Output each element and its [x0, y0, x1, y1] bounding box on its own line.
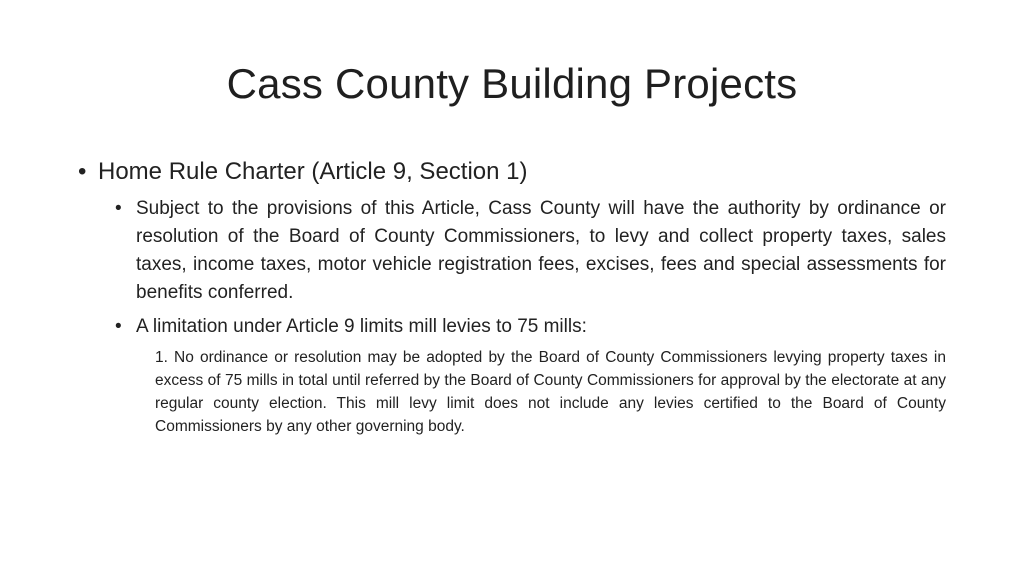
paragraph-text-mill-levy-limit: 1. No ordinance or resolution may be adopted by the Board of County Commissioners levying property taxes in excess of 75 mills in total until referred by the Board of County Commissioners for approval by the electorate at any regular county election. This mill levy limit does not include any levies certified to the Board of County Commissioners by any other governing body. [155, 349, 946, 435]
bullet-text-authority: Subject to the provisions of this Article, Cass County will have the authority by ordinance or resolution of the Board of County Commissioners, to levy and collect property taxes, sales taxes, income taxes, motor vehicle registration fees, excises, fees and special assessments for benefits conferred. [136, 198, 946, 303]
bullet-level-1 [78, 154, 946, 190]
slide-title: Cass County Building Projects [226, 60, 798, 107]
bullet-dot-icon: • [115, 316, 122, 337]
bullet-dot-icon: • [78, 158, 87, 185]
bullet-level-2 [115, 313, 946, 341]
bullet-dot-icon: • [115, 198, 122, 219]
bullet-text-home-rule-charter: Home Rule Charter (Article 9, Section 1) [98, 158, 528, 185]
bullet-text-limitation: A limitation under Article 9 limits mill levies to 75 mills: [136, 316, 587, 337]
bullet-level-2 [115, 195, 946, 307]
slide-content [78, 154, 946, 438]
numbered-paragraph [155, 346, 946, 438]
